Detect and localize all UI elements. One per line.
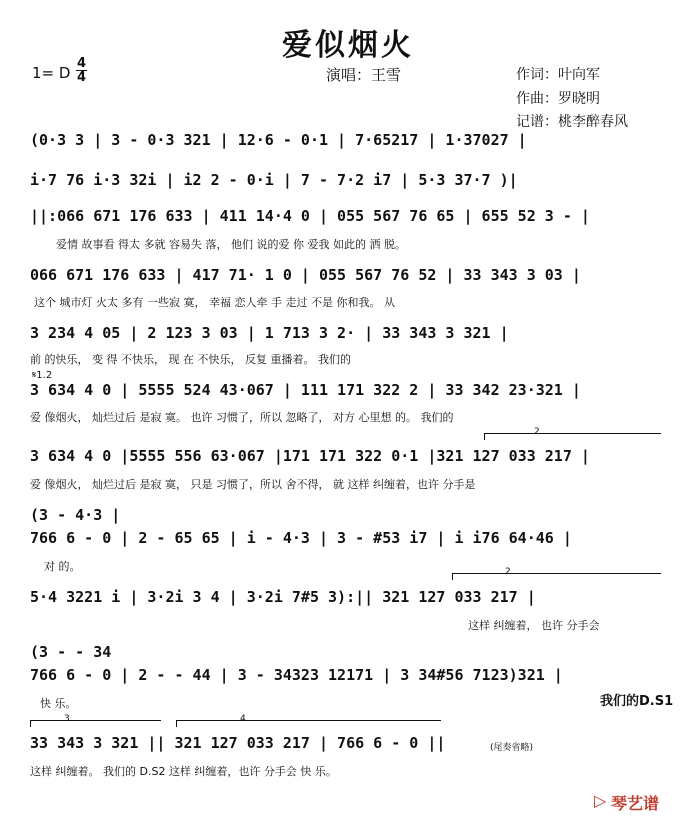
volta-number-2: 2: [505, 567, 511, 577]
score-row-10-upper: (3 - - 34: [30, 643, 112, 661]
volta-number-3: 3: [64, 714, 70, 724]
score-row-6: 3 634 4 0 | 5555 524 43·067 | 111 171 322 2 | 33 342 23·321 |: [30, 381, 581, 399]
lyric-line-2: 这个 城市灯 火太 多有 一些寂 寞， 幸福 恋人牵 手 走过 不是 你和我。 从: [34, 296, 395, 309]
brand-logo-icon: ▷: [594, 791, 607, 810]
score-row-10: 766 6 - 0 | 2 - - 44 | 3 - 34323 12171 | 3 34#56 7123)321 |: [30, 666, 563, 684]
singer-credit: 演唱：王雪: [326, 66, 402, 84]
score-row-8-upper: (3 - 4·3 |: [30, 506, 121, 524]
song-title: 爱似烟火: [282, 28, 414, 63]
score-row-2: i·7 76 i·3 32i | i2 2 - 0·i | 7 - 7·2 i7 | 5·3 37·7 )|: [30, 171, 518, 189]
lyric-line-4: 爱 像烟火， 灿烂过后 是寂 寞。 也许 习惯了，所以 忽略了， 对方 心里想 的。 我们的: [30, 411, 454, 424]
lyric-line-5: 爱 像烟火， 灿烂过后 是寂 寞， 只是 习惯了，所以 舍不得， 就 这样 纠缠着，也许 分手是: [30, 478, 476, 491]
composer-credit: 作曲：罗晓明: [516, 91, 600, 107]
key-signature: 1= D: [32, 64, 71, 82]
segno-repeat-mark: 𝄋1.2: [32, 370, 53, 381]
score-row-5: 3 234 4 05 | 2 123 3 03 | 1 713 3 2· | 33 343 3 321 |: [30, 324, 509, 342]
score-row-8: 766 6 - 0 | 2 - 65 65 | i - 4·3 | 3 - #53 i7 | i i76 64·46 |: [30, 529, 572, 547]
score-row-3: ||:066 671 176 633 | 411 14·4 0 | 055 567 76 65 | 655 52 3 - |: [30, 207, 590, 225]
volta-number-1: 2: [534, 427, 540, 437]
lyric-line-9: 这样 纠缠着。 我们的 D.S2 这样 纠缠着，也许 分手会 快 乐。: [30, 765, 337, 778]
score-row-7: 3 634 4 0 |5555 556 63·067 |171 171 322 0·1 |321 127 033 217 |: [30, 447, 590, 465]
lyric-line-7: 这样 纠缠着， 也许 分手会: [468, 619, 600, 632]
transcriber-credit: 记谱：桃李醉春风: [516, 114, 628, 130]
ending-note: (尾奏省略): [490, 743, 534, 753]
score-row-11: 33 343 3 321 || 321 127 033 217 | 766 6 - 0 ||: [30, 734, 446, 752]
lyric-line-8: 快 乐。: [40, 697, 77, 710]
score-row-9: 5·4 3221 i | 3·2i 3 4 | 3·2i 7#5 3):|| 321 127 033 217 |: [30, 588, 536, 606]
ds1-marker: 我们的D.S1: [600, 694, 674, 709]
volta-bracket-2: [452, 573, 661, 580]
brand-watermark: 琴艺谱: [611, 794, 660, 813]
lyricist-credit: 作词：叶向军: [516, 67, 600, 83]
volta-bracket-1: [484, 433, 661, 440]
volta-bracket-4: [176, 720, 441, 727]
lyric-line-1: 爱情 故事看 得太 多就 容易失 落， 他们 说的爱 你 爱我 如此的 洒 脱。: [56, 238, 406, 251]
meter-bottom: 4: [77, 70, 87, 85]
time-signature: [76, 57, 87, 84]
score-row-4: 066 671 176 633 | 417 71· 1 0 | 055 567 76 52 | 33 343 3 03 |: [30, 266, 581, 284]
score-row-1: (0·3 3 | 3 - 0·3 321 | 12·6 - 0·1 | 7·65217 | 1·37027 |: [30, 131, 527, 149]
volta-bracket-3: [30, 720, 161, 727]
lyric-line-3: 前 的快乐， 变 得 不快乐， 现 在 不快乐， 反复 重播着。 我们的: [30, 353, 351, 366]
meter-top: 4: [77, 56, 87, 71]
lyric-line-6: 对 的。: [44, 560, 81, 573]
volta-number-4: 4: [240, 714, 246, 724]
